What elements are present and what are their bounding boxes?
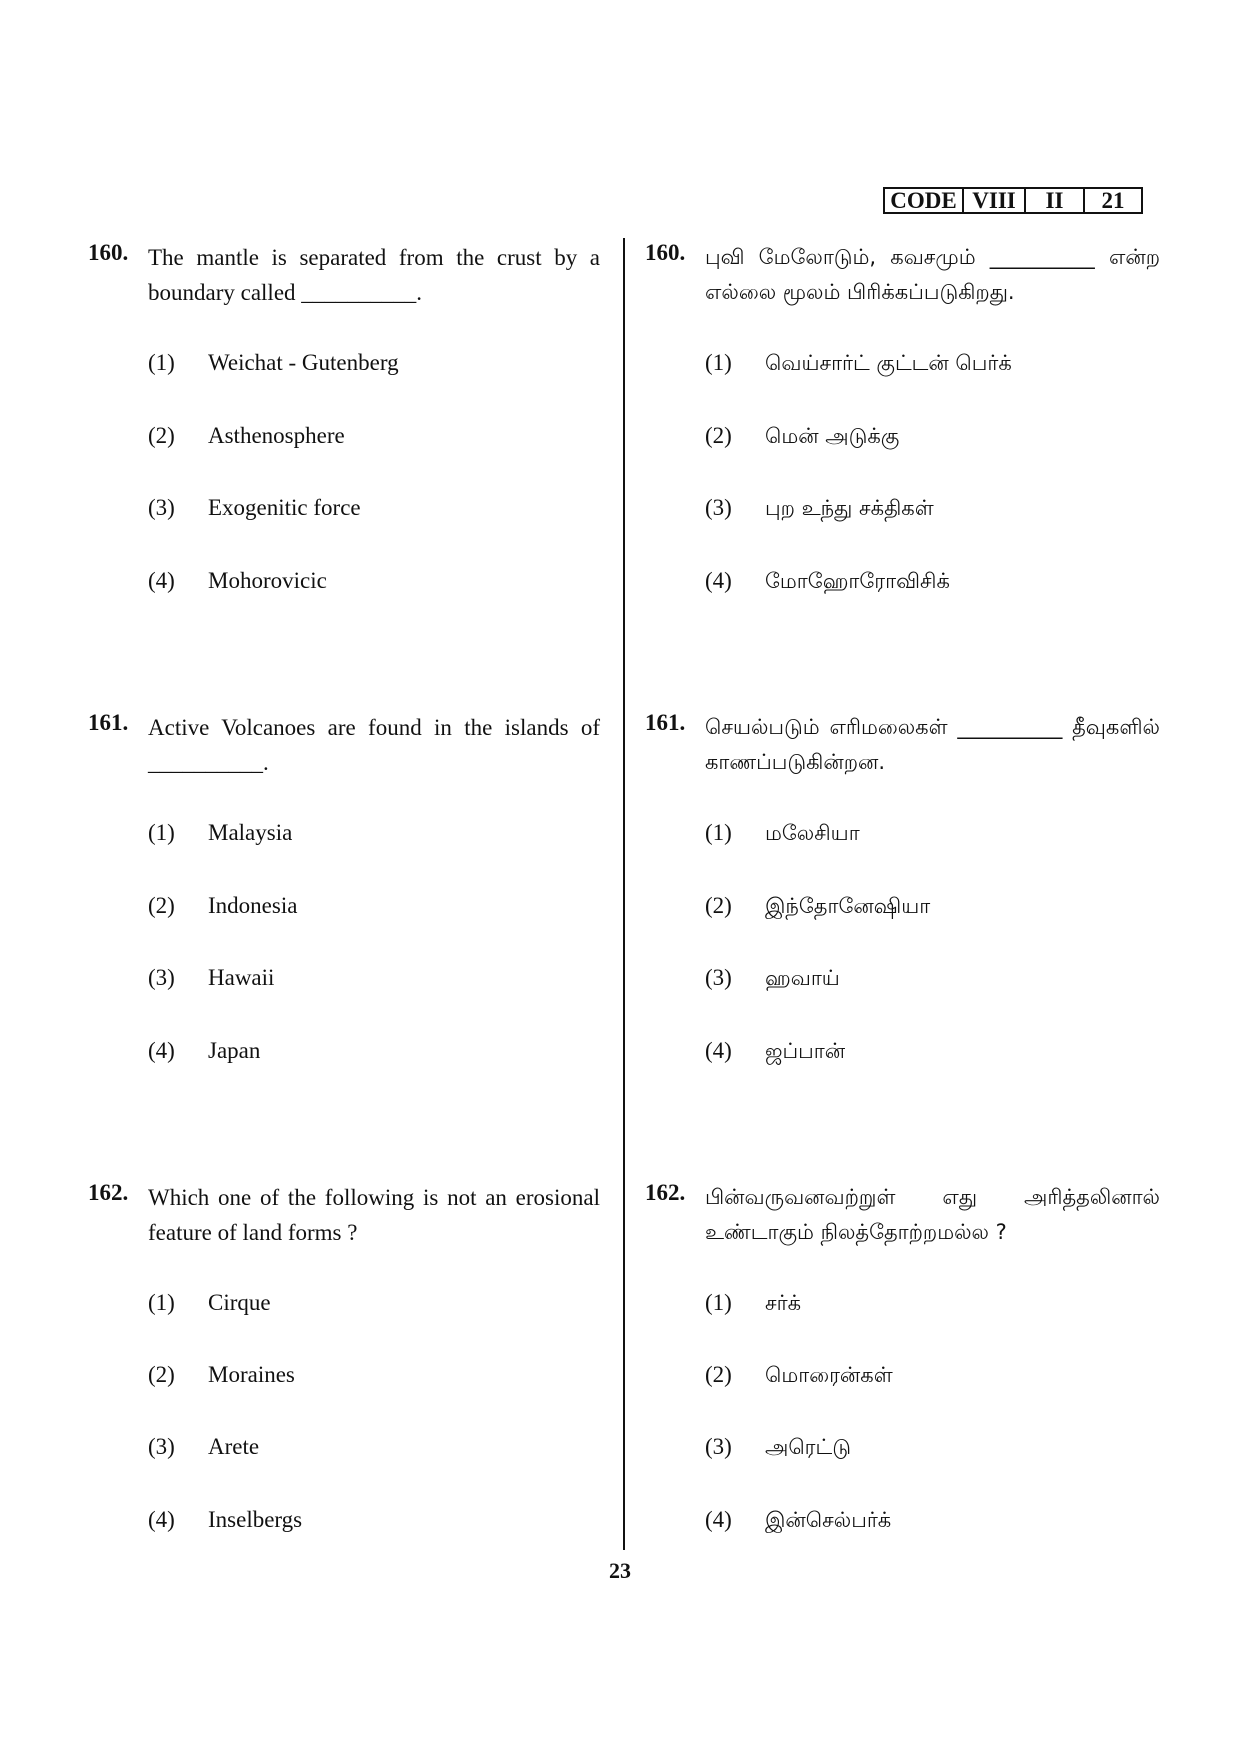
- option-number: (2): [705, 423, 732, 448]
- option-number: (3): [705, 1434, 732, 1459]
- option-number: (2): [148, 1362, 175, 1387]
- code-box: [883, 187, 1143, 214]
- question-text: The mantle is separated from the crust by a boundary called __________.: [148, 245, 600, 305]
- option-text: மோஹோரோவிசிக்: [765, 569, 950, 593]
- option-number: (4): [705, 1038, 732, 1063]
- option-text: Mohorovicic: [208, 568, 327, 593]
- option-text: அரெட்டு: [765, 1435, 851, 1459]
- column-divider: [623, 238, 625, 1550]
- option-text: Moraines: [208, 1362, 295, 1387]
- paper-number: II: [1026, 189, 1085, 212]
- set-number: 21: [1101, 188, 1125, 213]
- option-text: Inselbergs: [208, 1507, 303, 1532]
- question-number: 160.: [88, 240, 129, 265]
- option-number: (3): [705, 965, 732, 990]
- option-number: (3): [148, 965, 175, 990]
- option-number: (1): [705, 350, 732, 375]
- option-number: (4): [705, 1507, 732, 1532]
- option-number: (3): [148, 495, 175, 520]
- page-number: 23: [609, 1558, 631, 1583]
- option-number: (1): [705, 1290, 732, 1315]
- question-text: செயல்படும் எரிமலைகள் __________ தீவுகளில் காணப்படுகின்றன.: [705, 715, 1160, 774]
- question-text: புவி மேலோடும், கவசமும் __________ என்ற எல்லை மூலம் பிரிக்கப்படுகிறது.: [705, 245, 1160, 304]
- option-text: Cirque: [208, 1290, 271, 1315]
- question-number: 160.: [645, 240, 686, 265]
- option-text: Hawaii: [208, 965, 275, 990]
- option-number: (1): [705, 820, 732, 845]
- option-text: வெய்சார்ட் குட்டன் பெர்க்: [765, 351, 1012, 375]
- option-number: (2): [705, 1362, 732, 1387]
- question-text: Active Volcanoes are found in the islands of __________.: [148, 715, 600, 775]
- code-roman: VIII: [964, 189, 1026, 212]
- option-number: (1): [148, 350, 175, 375]
- question-number: 162.: [88, 1180, 129, 1205]
- option-text: இன்செல்பர்க்: [765, 1508, 892, 1532]
- question-number: 161.: [645, 710, 686, 735]
- option-text: மென் அடுக்கு: [765, 424, 900, 448]
- option-number: (2): [148, 893, 175, 918]
- code-label: CODE: [885, 189, 964, 212]
- option-number: (1): [148, 1290, 175, 1315]
- option-number: (4): [148, 1507, 175, 1532]
- option-text: Japan: [208, 1038, 261, 1063]
- option-text: Asthenosphere: [208, 423, 345, 448]
- option-number: (3): [705, 495, 732, 520]
- option-number: (3): [148, 1434, 175, 1459]
- option-text: சர்க்: [765, 1291, 802, 1315]
- option-text: Indonesia: [208, 893, 298, 918]
- option-text: ஹவாய்: [765, 966, 840, 990]
- question-text: Which one of the following is not an erosional feature of land forms ?: [148, 1185, 600, 1245]
- option-number: (4): [705, 568, 732, 593]
- option-text: Arete: [208, 1434, 260, 1459]
- option-text: Exogenitic force: [208, 495, 361, 520]
- option-text: மலேசியா: [765, 821, 860, 845]
- option-number: (4): [148, 568, 175, 593]
- option-text: இந்தோனேஷியா: [765, 894, 931, 918]
- option-text: Malaysia: [208, 820, 293, 845]
- option-text: ஜப்பான்: [765, 1039, 846, 1063]
- option-number: (2): [148, 423, 175, 448]
- option-number: (1): [148, 820, 175, 845]
- question-number: 161.: [88, 710, 129, 735]
- option-number: (4): [148, 1038, 175, 1063]
- question-text: பின்வருவனவற்றுள் எது அரித்தலினால் உண்டாகும் நிலத்தோற்றமல்ல ?: [705, 1185, 1160, 1244]
- option-text: Weichat - Gutenberg: [208, 350, 399, 375]
- option-number: (2): [705, 893, 732, 918]
- option-text: புற உந்து சக்திகள்: [765, 496, 934, 520]
- question-number: 162.: [645, 1180, 686, 1205]
- option-text: மொரைன்கள்: [765, 1363, 893, 1387]
